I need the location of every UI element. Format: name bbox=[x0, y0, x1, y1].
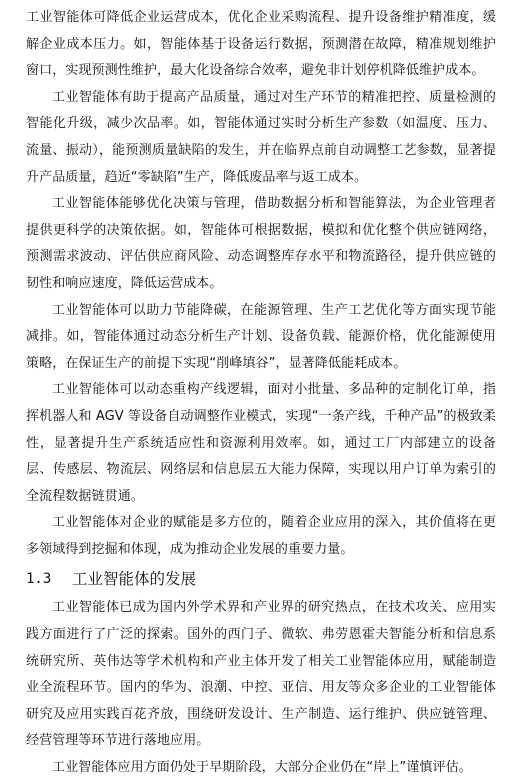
paragraph-quality-improvement: 工业智能体有助于提高产品质量，通过对生产环节的精准把控、质量检测的智能化升级，减少次品率。如，智能体通过实时分析生产参数（如温度、压力、流量、振动），能预测质量缺陷的发生，并在临界点前自动调整工艺参数，显著提升产品质量，趋近“零缺陷”生产，降低废品率与返工成本。 bbox=[26, 89, 496, 185]
section-number: 1.3 bbox=[26, 571, 52, 588]
paragraph-energy-saving: 工业智能体可以助力节能降碳，在能源管理、生产工艺优化等方面实现节能减排。如，智能体通过动态分析生产计划、设备负载、能源价格，优化能源使用策略，在保证生产的前提下实现“削峰填谷”，显著降低能耗成本。 bbox=[26, 302, 496, 371]
section-heading bbox=[26, 563, 496, 595]
section-title: 工业智能体的发展 bbox=[72, 570, 197, 589]
paragraph-research-landscape: 工业智能体已成为国内外学术界和产业界的研究热点，在技术攻关、应用实践方面进行了广泛的探索。国外的西门子、微软、弗劳恩霍夫智能分析和信息系统研究所、英伟达等学术机构和产业主体开发了相关工业智能体应用，赋能制造业全流程环节。国内的华为、浪潮、中控、亚信、用友等众多企业的工业智能体研究及应用实践百花齐放，围绕研发设计、生产制造、运行维护、供应链管理、经营管理等环节进行落地应用。 bbox=[26, 600, 496, 749]
paragraph-cost-reduction: 工业智能体可降低企业运营成本，优化企业采购流程、提升设备维护精准度，缓解企业成本压力。如，智能体基于设备运行数据，预测潜在故障，精准规划维护窗口，实现预测性维护，最大化设备综合效率，避免非计划停机降低维护成本。 bbox=[26, 10, 496, 79]
paragraph-flexible-production: 工业智能体可以动态重构产线逻辑，面对小批量、多品种的定制化订单，指挥机器人和 AGV 等设备自动调整作业模式，实现“一条产线，千种产品”的极致柔性，显著提升生产系统适应性和资源利用效率。如，通过工厂内部建立的设备层、传感层、物流层、网络层和信息层五大能力保障，实现以用户订单为索引的全流程数据链贯通。 bbox=[26, 382, 496, 504]
paragraph-enterprise-empowerment: 工业智能体对企业的赋能是多方位的，随着企业应用的深入，其价值将在更多领域得到挖掘和体现，成为推动企业发展的重要力量。 bbox=[26, 515, 496, 557]
paragraph-early-stage: 工业智能体应用方面仍处于早期阶段，大部分企业仍在“岸上”谨慎评估。 bbox=[52, 760, 472, 776]
paragraph-decision-management: 工业智能体能够优化决策与管理，借助数据分析和智能算法，为企业管理者提供更科学的决策依据。如，智能体可根据数据，模拟和优化整个供应链网络，预测需求波动、评估供应商风险、动态调整库存水平和物流路径，提升供应链的韧性和响应速度，降低运营成本。 bbox=[26, 196, 496, 291]
